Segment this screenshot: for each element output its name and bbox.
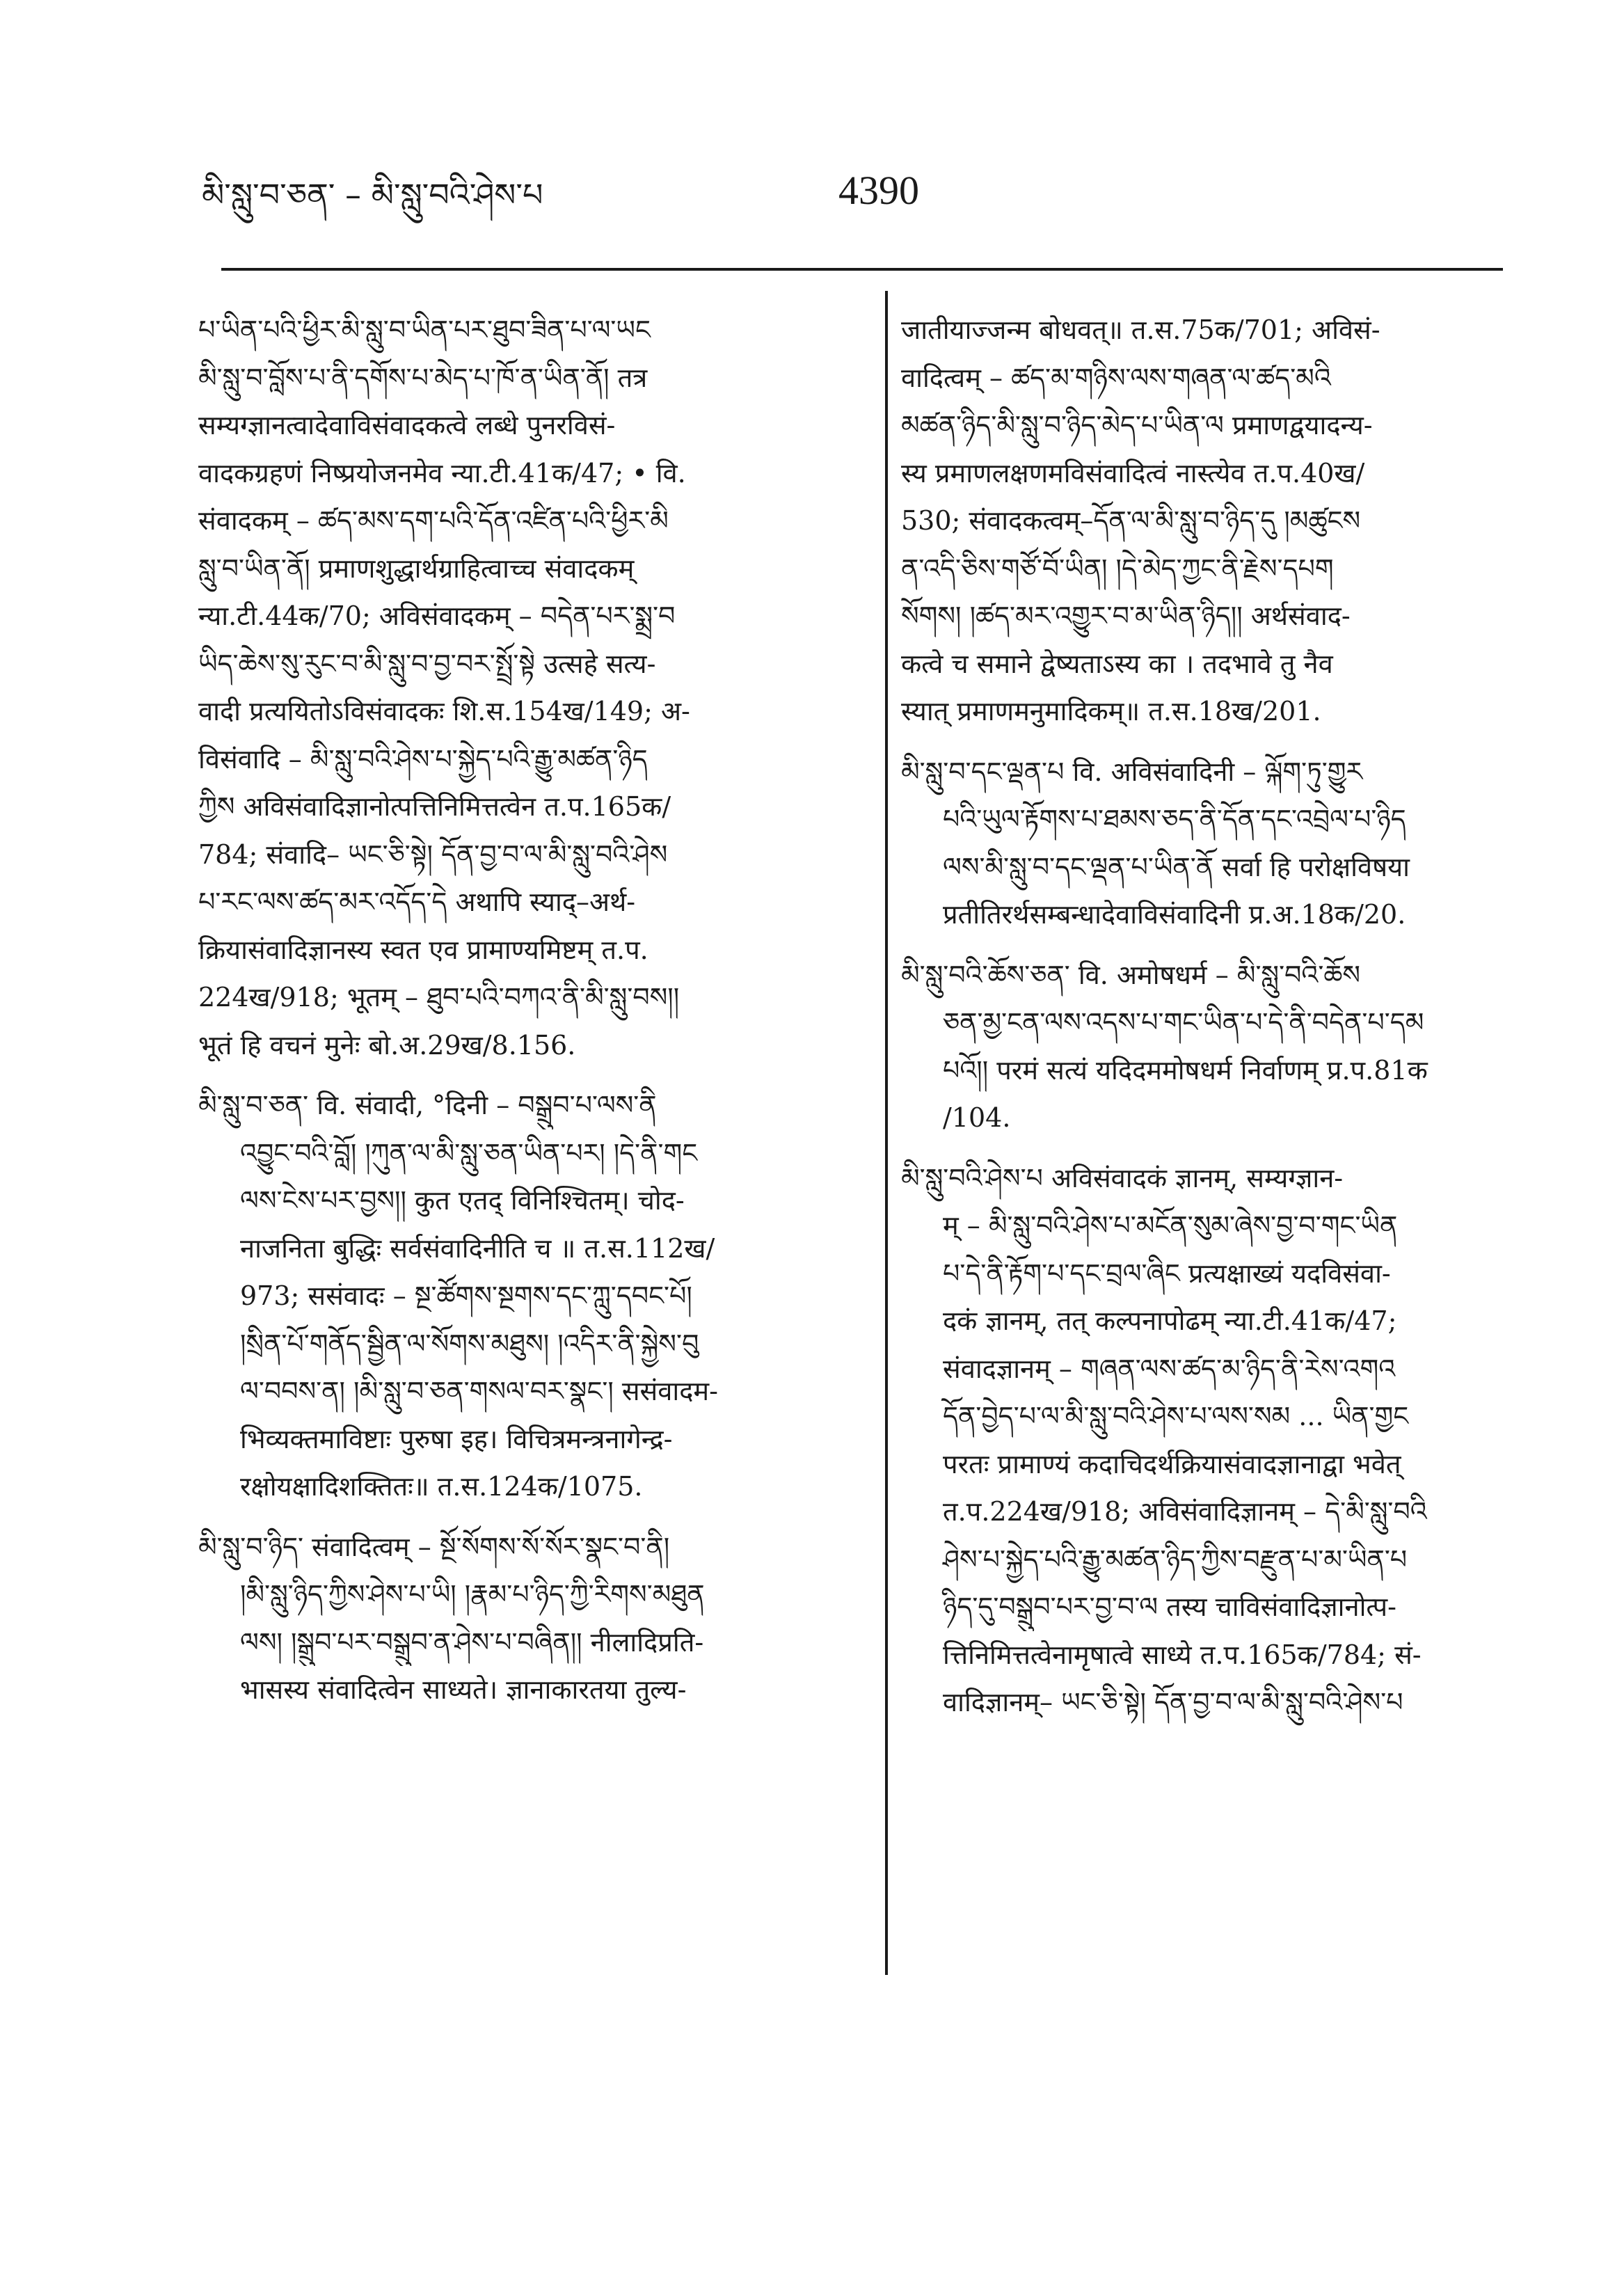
entry-line: परतः प्रामाण्यं कदाचिदर्थक्रियासंवादज्ञानाद्वा भवेत् — [943, 1448, 1401, 1479]
entry-line: དོན་བྱེད་པ་ལ་མི་སླུ་བའི་ཤེས་པ་ལས་སམ ... ཡིན་གྱང — [943, 1401, 1409, 1431]
entry-line: स्यात् प्रमाणमनुमादिकम्॥ त.स.18ख/201. — [901, 696, 1321, 727]
entry-line: པའི་ཡུལ་རྟོགས་པ་ཐམས་ཅད་ནི་དོན་དང་འབྲེལ་པ་ཉིད — [943, 804, 1406, 834]
entry-line: ཅན་མྱ་ངན་ལས་འདས་པ་གང་ཡིན་པ་དེ་ནི་བདེན་པ་དམ — [943, 1007, 1424, 1038]
entry-line: म् – མི་སླུ་བའི་ཤེས་པ་མངོན་སུམ་ཞེས་བྱ་བ་གང་ཡིན — [943, 1210, 1398, 1241]
entry-line: सम्यग्ज्ञानत्वादेवाविसंवादकत्वे लब्धे पुनरविसं- — [198, 410, 616, 440]
entry-line: མི་སླུ་བ་ཉིད་ संवादित्वम् – སྔོ་སོགས་སོ་སོར་སྣང་བ་ནི། — [198, 1531, 670, 1562]
entry-line: /104. — [943, 1102, 1011, 1133]
dictionary-entry — [198, 1081, 859, 1511]
left-column — [198, 306, 859, 1714]
entry-line: संवादज्ञानम् – གཞན་ལས་ཚད་མ་ཉིད་ནི་རེས་འགའ — [943, 1353, 1396, 1384]
entry-line: संवादकम् – ཚད་མས་དག་པའི་དོན་འཛིན་པའི་ཕྱིར་མི — [198, 505, 669, 536]
top-rule — [221, 268, 1503, 271]
entry-line: न्या.टी.44क/70; अविसंवादकम् – བདེན་པར་སྨྲ་བ — [198, 601, 676, 631]
entry-line: སླུ་བ་ཡིན་ནོ། प्रमाणशुद्धार्थग्राहित्वाच्च संवादकम् — [198, 553, 635, 584]
entry-line: 530; संवादकत्वम्–དོན་ལ་མི་སླུ་བ་ཉིད་དུ །མཚུངས — [901, 505, 1361, 536]
entry-line: །མི་སླུ་ཉིད་ཀྱིས་ཤེས་པ་ཡི། །རྣམ་པ་ཉིད་ཀྱི་རིགས་མཐུན — [240, 1579, 705, 1610]
entry-line: ཡིད་ཆེས་སུ་རུང་བ་མི་སླུ་བ་བྱ་བར་སྤྲོ་སྟེ उत्सहे सत्य- — [198, 648, 656, 679]
dictionary-entry — [901, 951, 1520, 1142]
entry-line: 973; ससंवादः – སྔ་ཚོགས་སྔགས་དང་ཀླུ་དབང་པོ། — [240, 1280, 692, 1311]
entry-line: ཀྱིས अविसंवादिज्ञानोत्पत्तिनिमित्तत्वेन त.प.165क/ — [198, 791, 671, 822]
entry-line: भासस्य संवादित्वेन साध्यते। ज्ञानाकारतया तुल्य- — [240, 1674, 687, 1705]
entry-line: །སྲིན་པོ་གནོད་སྦྱིན་ལ་སོགས་མཐུས། །འདིར་ནི་སྐྱེས་བུ — [240, 1328, 699, 1359]
entry-line: वादी प्रत्ययितोऽविसंवादकः शि.स.154ख/149; अ- — [198, 696, 690, 727]
entry-line: པ་རང་ལས་ཚད་མར་འདོད་དེ अथापि स्याद्–अर्थ- — [198, 887, 636, 917]
entry-line: མི་སླུ་བའི་ཆོས་ཅན་ वि. अमोषधर्म – མི་སླུ་བའི་ཆོས — [901, 959, 1361, 990]
running-head: མི་སླུ་བ་ཅན་ – མི་སླུ་བའི་ཤེས་པ — [202, 176, 543, 214]
dictionary-entry — [198, 306, 859, 1069]
entry-line: भिव्यक्तमाविष्टाः पुरुषा इह। विचित्रमन्त्रनागेन्द्र- — [240, 1423, 673, 1454]
entry-line: ཉིད་དུ་བསྒྲུབ་པར་བྱ་བ་ལ तस्य चाविसंवादिज्ञानोत्प- — [943, 1592, 1396, 1622]
entry-line: ལས་མི་སླུ་བ་དང་ལྡན་པ་ཡིན་ནོ सर्वा हि परोक्षविषया — [943, 851, 1410, 882]
entry-line: वादित्वम् – ཚད་མ་གཉིས་ལས་གཞན་ལ་ཚད་མའི — [901, 362, 1331, 393]
column-divider — [885, 291, 888, 1975]
entry-line: प्रतीतिरर्थसम्बन्धादेवाविसंवादिनी प्र.अ.18क/20. — [943, 899, 1406, 930]
entry-line: त्तिनिमित्तत्वेनामृषात्वे साध्ये त.प.165क/784; सं- — [943, 1639, 1422, 1670]
entry-line: 224ख/918; भूतम् – ཐུབ་པའི་བཀའ་ནི་མི་སླུ་བས།། — [198, 982, 680, 1013]
entry-line: མི་སླུ་བ་དང་ལྡན་པ वि. अविसंवादिनी – ལྐོག་ཏུ་གྱུར — [901, 756, 1363, 787]
entry-line: विसंवादि – མི་སླུ་བའི་ཤེས་པ་སྐྱེད་པའི་རྒྱུ་མཚན་ཉིད — [198, 743, 648, 775]
entry-line: दकं ज्ञानम्, तत् कल्पनापोढम् न्या.टी.41क/47; — [943, 1305, 1397, 1336]
entry-line: མི་སླུ་བའི་ཤེས་པ अविसंवादकं ज्ञानम्, सम्यग्ज्ञान- — [901, 1162, 1344, 1193]
right-column — [901, 306, 1520, 1727]
entry-line: སོགས། །ཚད་མར་འགྱུར་བ་མ་ཡིན་ཉིད།། अर्थसंवाद- — [901, 601, 1351, 631]
entry-line: त.प.224ख/918; अविसंवादिज्ञानम् – དེ་མི་སླུ་བའི — [943, 1496, 1427, 1527]
entry-line: འབྱུང་བའི་བློ། །ཀུན་ལ་མི་སླུ་ཅན་ཡིན་པར། །དེ་ནི་གང — [240, 1137, 698, 1168]
entry-line: མི་སླུ་བ་ཅན་ वि. संवादी, °दिनी – བསྒྲུབ་པ་ལས་ནི — [198, 1090, 657, 1120]
entry-line: वादिज्ञानम्– ཡང་ཅི་སྟེ། དོན་བྱ་བ་ལ་མི་སླུ་བའི་ཤེས་པ — [943, 1687, 1403, 1717]
entry-line: ཤེས་པ་སྐྱེད་པའི་རྒྱུ་མཚན་ཉིད་ཀྱིས་བརྫུན་པ་མ་ཡིན་པ — [943, 1543, 1408, 1575]
dictionary-entry — [901, 748, 1520, 939]
entry-line: क्रियासंवादिज्ञानस्य स्वत एव प्रामाण्यमिष्टम् त.प. — [198, 934, 648, 965]
entry-line: མི་སླུ་བ་བློས་པ་ནི་དགོས་པ་མེད་པ་ཁོ་ན་ཡིན་ནོ། तत्र — [198, 362, 648, 393]
entry-line: स्य प्रमाणलक्षणमविसंवादित्वं नास्त्येव त.प.40ख/ — [901, 457, 1365, 489]
page-number: 4390 — [838, 168, 919, 213]
entry-line: रक्षोयक्षादिशक्तितः॥ त.स.124क/1075. — [240, 1471, 643, 1502]
entry-line: པ་དེ་ནི་རྟོག་པ་དང་བྲལ་ཞིང प्रत्यक्षाख्यं यदविसंवा- — [943, 1257, 1391, 1289]
entry-line: वादकग्रहणं निष्प्रयोजनमेव न्या.टी.41क/47; • वि. — [198, 457, 686, 489]
entry-line: 784; संवादि– ཡང་ཅི་སྟེ། དོན་བྱ་བ་ལ་མི་སླུ་བའི་ཤེས — [198, 839, 668, 870]
dictionary-entry — [198, 1523, 859, 1714]
entry-line: པའོ།། परमं सत्यं यदिदममोषधर्म निर्वाणम् प्र.प.81क — [943, 1054, 1428, 1086]
entry-line: པ་ཡིན་པའི་ཕྱིར་མི་སླུ་བ་ཡིན་པར་ཐུབ་ཟིན་པ་ལ་ཡང — [198, 315, 651, 345]
dictionary-entry — [901, 1154, 1520, 1727]
entry-line: नाजनिता बुद्धिः सर्वसंवादिनीति च ॥ त.स.112ख/ — [240, 1232, 715, 1264]
entry-line: ལ་བབས་ན། །མི་སླུ་བ་ཅན་གསལ་བར་སྣང་། ससंवादम- — [240, 1376, 718, 1406]
entry-line: མཚན་ཉིད་མི་སླུ་བ་ཉིད་མེད་པ་ཡིན་ལ प्रमाणद्वयादन्य- — [901, 410, 1373, 440]
dictionary-entry — [901, 306, 1520, 736]
entry-line: ན་འདི་ཅིས་གཙོ་བོ་ཡིན། །དེ་མེད་ཀྱང་ནི་རྗེས་དཔག — [901, 553, 1334, 584]
entry-line: भूतं हि वचनं मुनेः बो.अ.29ख/8.156. — [198, 1029, 576, 1061]
entry-line: ལས་ངེས་པར་བྱས།། कुत एतद् विनिश्चितम्। चोद- — [240, 1185, 685, 1216]
entry-line: कत्वे च समाने द्वेष्यताऽस्य का । तदभावे तु नैव — [901, 648, 1333, 679]
entry-line: जातीयाज्जन्म बोधवत्॥ त.स.75क/701; अविसं- — [901, 315, 1380, 345]
entry-line: ལས། །སྒྲུབ་པར་བསྒྲུབ་ན་ཤེས་པ་བཞིན།། नीलादिप्रति- — [240, 1626, 704, 1658]
